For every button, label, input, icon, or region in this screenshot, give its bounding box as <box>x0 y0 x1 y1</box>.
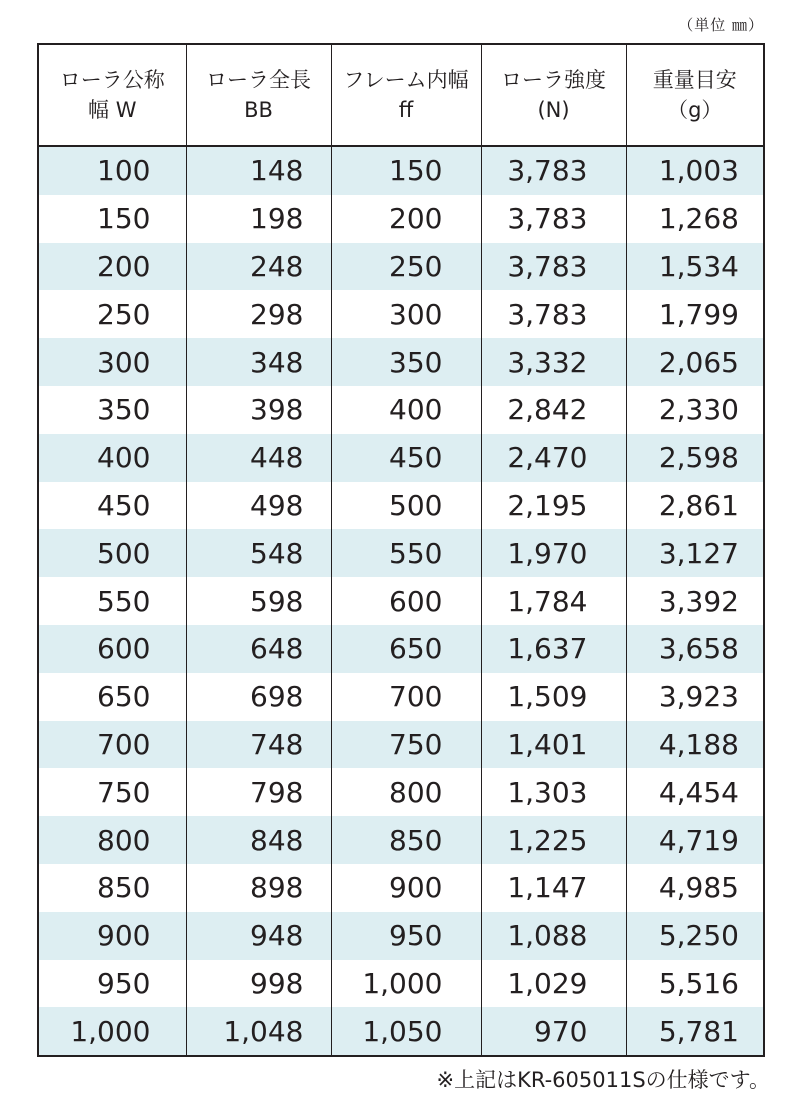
table-cell: 748 <box>186 721 331 769</box>
header-weight-estimate <box>626 44 764 146</box>
table-cell: 598 <box>186 577 331 625</box>
table-cell: 450 <box>331 434 481 482</box>
header-line: （g） <box>667 98 723 122</box>
table-cell: 100 <box>38 146 186 195</box>
header-line: BB <box>244 98 273 122</box>
table-cell: 2,195 <box>481 482 626 530</box>
table-cell: 2,842 <box>481 386 626 434</box>
table-cell: 450 <box>38 482 186 530</box>
header-line: ff <box>398 98 414 122</box>
header-roller-strength <box>481 44 626 146</box>
table-row <box>38 960 764 1008</box>
table-cell: 950 <box>38 960 186 1008</box>
table-row <box>38 816 764 864</box>
table-cell: 550 <box>38 577 186 625</box>
table-cell: 5,250 <box>626 912 764 960</box>
table-row <box>38 290 764 338</box>
header-roller-nominal-width <box>38 44 186 146</box>
table-cell: 5,781 <box>626 1007 764 1056</box>
table-header <box>38 44 764 146</box>
table-cell: 400 <box>331 386 481 434</box>
table-cell: 150 <box>331 146 481 195</box>
table-cell: 5,516 <box>626 960 764 1008</box>
table-cell: 850 <box>38 864 186 912</box>
table-cell: 550 <box>331 529 481 577</box>
table-row <box>38 912 764 960</box>
table-cell: 1,000 <box>331 960 481 1008</box>
header-line: ローラ全長 <box>206 68 311 92</box>
table-cell: 1,225 <box>481 816 626 864</box>
table-cell: 600 <box>38 625 186 673</box>
table-cell: 350 <box>38 386 186 434</box>
table-cell: 1,784 <box>481 577 626 625</box>
spec-table <box>37 43 765 1057</box>
table-cell: 3,658 <box>626 625 764 673</box>
table-row <box>38 434 764 482</box>
table-cell: 798 <box>186 768 331 816</box>
table-row <box>38 1007 764 1056</box>
table-cell: 1,003 <box>626 146 764 195</box>
table-body <box>38 146 764 1056</box>
table-cell: 2,470 <box>481 434 626 482</box>
table-cell: 200 <box>331 195 481 243</box>
header-frame-inner-width <box>331 44 481 146</box>
table-cell: 3,923 <box>626 673 764 721</box>
table-cell: 750 <box>38 768 186 816</box>
header-line: ローラ公称 <box>59 68 165 92</box>
table-cell: 500 <box>331 482 481 530</box>
table-cell: 4,719 <box>626 816 764 864</box>
table-row <box>38 577 764 625</box>
table-cell: 3,783 <box>481 195 626 243</box>
header-roller-total-length <box>186 44 331 146</box>
table-cell: 3,783 <box>481 243 626 291</box>
table-cell: 948 <box>186 912 331 960</box>
table-row <box>38 673 764 721</box>
table-cell: 150 <box>38 195 186 243</box>
table-cell: 398 <box>186 386 331 434</box>
table-cell: 2,330 <box>626 386 764 434</box>
table-cell: 3,783 <box>481 146 626 195</box>
table-cell: 1,401 <box>481 721 626 769</box>
table-cell: 298 <box>186 290 331 338</box>
table-cell: 1,088 <box>481 912 626 960</box>
table-cell: 200 <box>38 243 186 291</box>
table-cell: 900 <box>331 864 481 912</box>
table-cell: 448 <box>186 434 331 482</box>
table-cell: 1,000 <box>38 1007 186 1056</box>
table-row <box>38 529 764 577</box>
header-line: 重量目安 <box>652 68 737 92</box>
table-row <box>38 338 764 386</box>
table-cell: 650 <box>331 625 481 673</box>
table-cell: 1,799 <box>626 290 764 338</box>
table-cell: 3,392 <box>626 577 764 625</box>
table-row <box>38 195 764 243</box>
header-line: 幅 W <box>88 98 137 122</box>
table-row <box>38 768 764 816</box>
table-row <box>38 146 764 195</box>
table-row <box>38 721 764 769</box>
table-cell: 2,065 <box>626 338 764 386</box>
table-cell: 1,509 <box>481 673 626 721</box>
header-line: フレーム内幅 <box>343 68 469 92</box>
table-row <box>38 625 764 673</box>
table-cell: 1,268 <box>626 195 764 243</box>
table-cell: 2,861 <box>626 482 764 530</box>
table-cell: 800 <box>38 816 186 864</box>
table-cell: 650 <box>38 673 186 721</box>
table-cell: 1,637 <box>481 625 626 673</box>
table-cell: 800 <box>331 768 481 816</box>
table-cell: 1,970 <box>481 529 626 577</box>
table-cell: 300 <box>38 338 186 386</box>
header-line: (N) <box>537 98 570 122</box>
table-cell: 1,050 <box>331 1007 481 1056</box>
table-row <box>38 243 764 291</box>
table-cell: 250 <box>38 290 186 338</box>
table-cell: 1,029 <box>481 960 626 1008</box>
table-cell: 2,598 <box>626 434 764 482</box>
table-row <box>38 386 764 434</box>
table-cell: 600 <box>331 577 481 625</box>
table-cell: 348 <box>186 338 331 386</box>
table-cell: 900 <box>38 912 186 960</box>
table-cell: 148 <box>186 146 331 195</box>
table-cell: 3,127 <box>626 529 764 577</box>
table-cell: 350 <box>331 338 481 386</box>
table-cell: 500 <box>38 529 186 577</box>
table-cell: 898 <box>186 864 331 912</box>
table-row <box>38 864 764 912</box>
table-cell: 950 <box>331 912 481 960</box>
table-cell: 4,985 <box>626 864 764 912</box>
table-cell: 4,454 <box>626 768 764 816</box>
footnote: ※上記はKR-605011Sの仕様です。 <box>436 1068 770 1092</box>
table-cell: 648 <box>186 625 331 673</box>
table-cell: 3,332 <box>481 338 626 386</box>
header-line: ローラ強度 <box>501 68 606 92</box>
table-cell: 4,188 <box>626 721 764 769</box>
table-cell: 3,783 <box>481 290 626 338</box>
table-cell: 300 <box>331 290 481 338</box>
table-cell: 198 <box>186 195 331 243</box>
table-cell: 998 <box>186 960 331 1008</box>
table-cell: 750 <box>331 721 481 769</box>
table-cell: 498 <box>186 482 331 530</box>
table-cell: 548 <box>186 529 331 577</box>
table-cell: 248 <box>186 243 331 291</box>
table-cell: 700 <box>38 721 186 769</box>
table-cell: 848 <box>186 816 331 864</box>
table-cell: 1,303 <box>481 768 626 816</box>
table-cell: 1,147 <box>481 864 626 912</box>
table-cell: 1,534 <box>626 243 764 291</box>
table-cell: 970 <box>481 1007 626 1056</box>
table-row <box>38 482 764 530</box>
unit-label: （単位 ㎜） <box>678 16 764 34</box>
header-row <box>38 44 764 146</box>
table-cell: 1,048 <box>186 1007 331 1056</box>
table-cell: 850 <box>331 816 481 864</box>
table-cell: 698 <box>186 673 331 721</box>
table-cell: 700 <box>331 673 481 721</box>
table-cell: 400 <box>38 434 186 482</box>
table-cell: 250 <box>331 243 481 291</box>
